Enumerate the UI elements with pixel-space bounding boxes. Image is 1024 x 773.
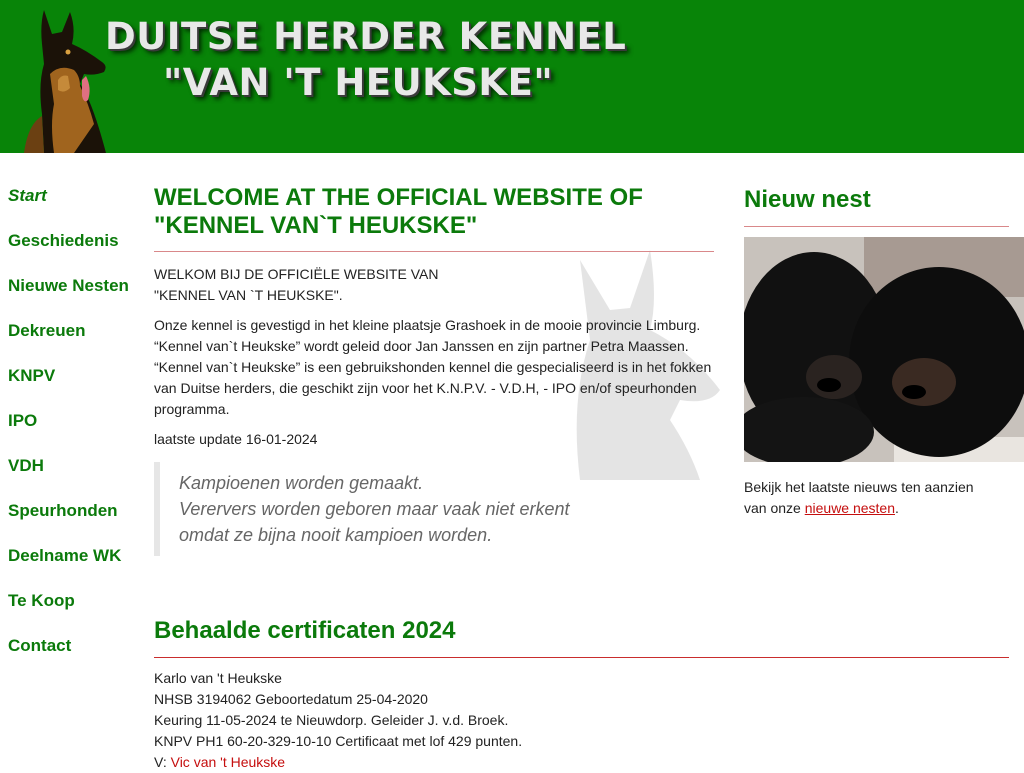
nav-item-dekreuen[interactable]: Dekreuen <box>8 321 86 340</box>
certificate-line: Karlo van 't Heukske <box>154 670 282 686</box>
certificate-details <box>154 668 1009 773</box>
site-title <box>105 14 626 106</box>
kennel-description: Onze kennel is gevestigd in het kleine plaatsje Grashoek in de mooie provincie Limburg. “Kennel van`t Heukske” wordt geleid door Jan Janssen en zijn partner Petra Maassen. “Kennel van`t Heukske” is een gebruikshonden kennel die gespecialiseerd is in het fokken van Duitse herders, die geschikt zijn voor het K.N.P.V. - V.D.H, - IPO en/of speurhonden programma. <box>154 317 712 417</box>
nav-item-nieuwe-nesten[interactable]: Nieuwe Nesten <box>8 276 129 295</box>
quote-line3: omdat ze bijna nooit kampioen worden. <box>179 525 493 545</box>
sidebar-text-line1: Bekijk het laatste nieuws ten aanzien <box>744 479 974 495</box>
site-title-line1: DUITSE HERDER KENNEL <box>105 15 627 58</box>
nav-item-ipo[interactable]: IPO <box>8 411 38 430</box>
sidebar-text <box>744 477 1009 519</box>
sidebar-divider <box>744 226 1009 227</box>
certificates-heading: Behaalde certificaten 2024 <box>154 617 456 644</box>
sidebar-new-litter <box>744 185 1009 519</box>
nav-item-start[interactable]: Start <box>8 186 47 205</box>
nav-item-geschiedenis[interactable]: Geschiedenis <box>8 231 119 250</box>
sidebar-text-prefix: van onze <box>744 500 805 516</box>
nav-item-speurhonden[interactable]: Speurhonden <box>8 501 118 520</box>
certificate-line: KNPV PH1 60-20-329-10-10 Certificaat met lof 429 punten. <box>154 733 523 749</box>
shepherd-dog-logo <box>14 4 114 153</box>
sidebar-heading: Nieuw nest <box>744 186 871 213</box>
nav-item-knpv[interactable]: KNPV <box>8 366 56 385</box>
main-navigation <box>8 185 148 680</box>
nav-item-te-koop[interactable]: Te Koop <box>8 591 75 610</box>
certificates-section <box>154 616 1009 773</box>
main-content <box>154 184 714 556</box>
sidebar-text-suffix: . <box>895 500 899 516</box>
puppies-photo <box>744 237 1024 462</box>
heading-divider <box>154 251 714 252</box>
quote-line2: Verervers worden geboren maar vaak niet erkent <box>179 499 570 519</box>
nav-item-deelname-wk[interactable]: Deelname WK <box>8 546 122 565</box>
page-heading-line2: "KENNEL VAN`T HEUKSKE" <box>154 212 478 239</box>
page-heading <box>154 184 714 240</box>
last-update-text: laatste update 16-01-2024 <box>154 431 318 447</box>
site-title-line2: "VAN 'T HEUKSKE" <box>163 61 554 104</box>
nav-item-contact[interactable]: Contact <box>8 636 72 655</box>
certificate-line: NHSB 3194062 Geboortedatum 25-04-2020 <box>154 691 428 707</box>
certificates-divider <box>154 657 1009 658</box>
new-litters-link[interactable]: nieuwe nesten <box>804 500 896 516</box>
welcome-intro-line1: WELKOM BIJ DE OFFICIËLE WEBSITE VAN <box>154 266 439 282</box>
welcome-intro <box>154 264 714 306</box>
page-heading-line1: WELCOME AT THE OFFICIAL WEBSITE OF <box>154 184 643 211</box>
quote-block <box>154 462 714 556</box>
nav-item-vdh[interactable]: VDH <box>8 456 44 475</box>
welcome-intro-line2: "KENNEL VAN `T HEUKSKE". <box>154 287 343 303</box>
sire-label: V: <box>154 754 171 770</box>
certificate-sire-line <box>154 752 1009 773</box>
site-header <box>0 0 1024 153</box>
sire-link[interactable]: Vic van 't Heukske <box>170 754 286 770</box>
quote-line1: Kampioenen worden gemaakt. <box>179 473 424 493</box>
certificate-line: Keuring 11-05-2024 te Nieuwdorp. Geleider J. v.d. Broek. <box>154 712 509 728</box>
